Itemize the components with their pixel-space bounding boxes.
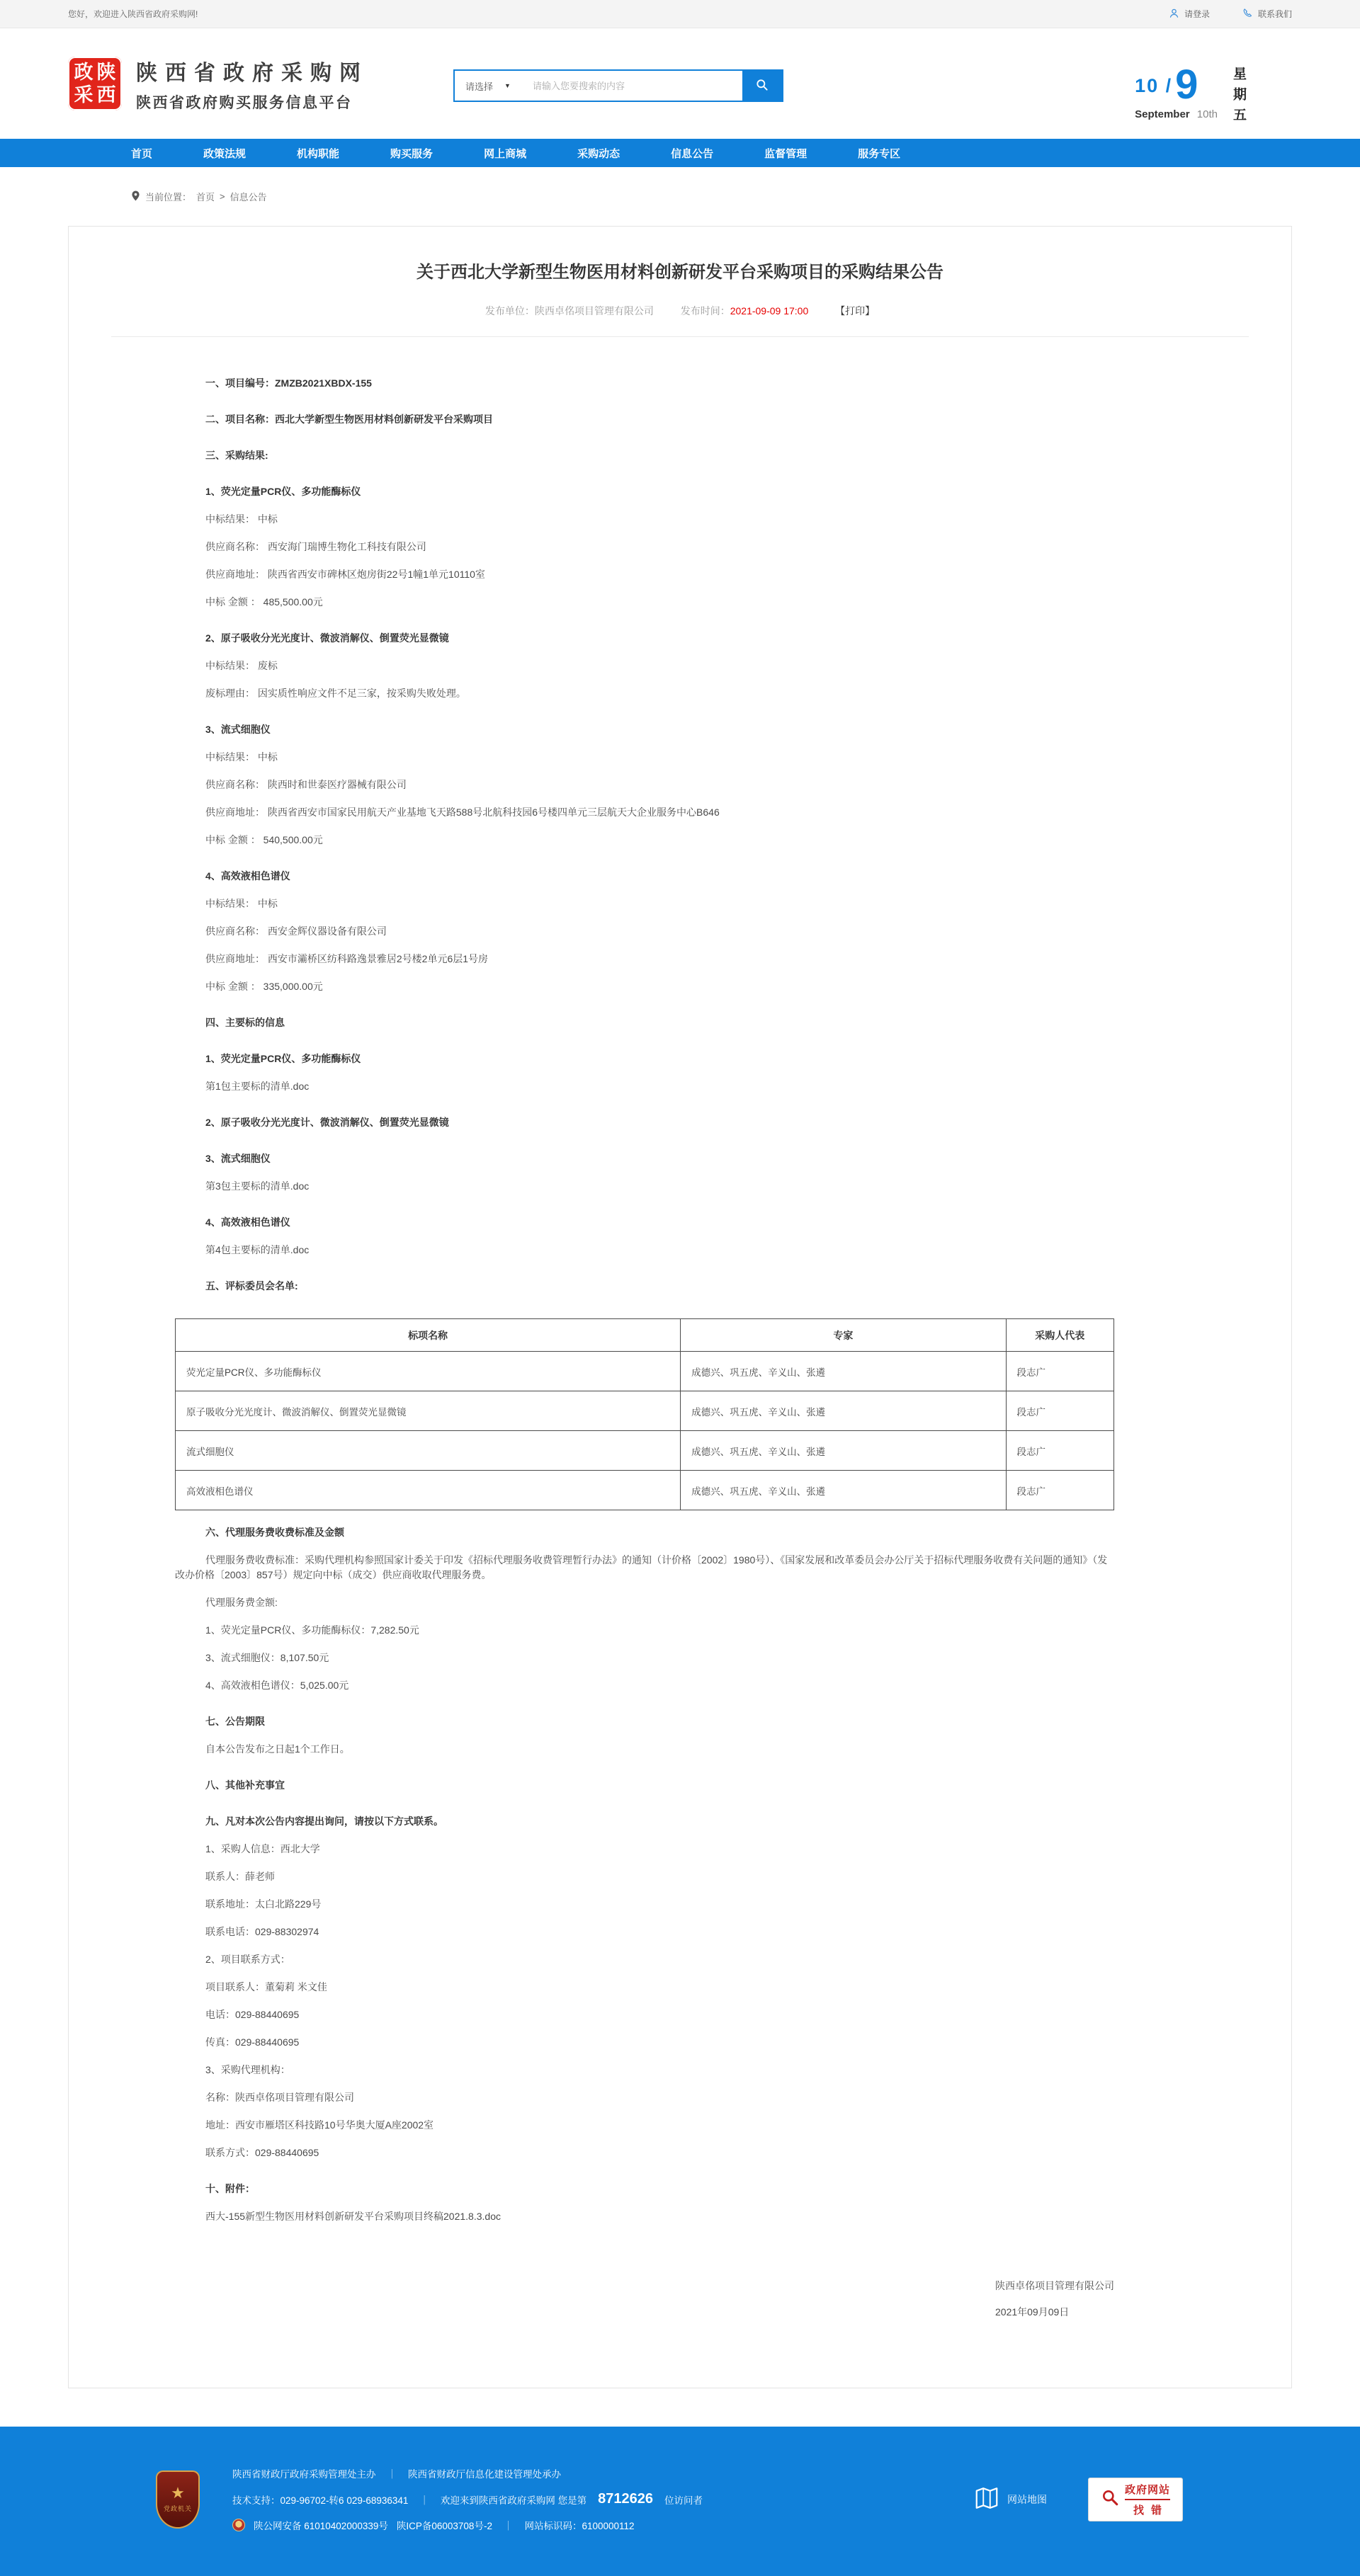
table-cell: 荧光定量PCR仪、多功能酶标仪 (176, 1352, 681, 1391)
search-button[interactable] (742, 71, 782, 101)
article-heading: 3、流式细胞仪 (205, 724, 271, 735)
user-icon (1169, 8, 1179, 21)
footer-right (973, 2478, 1183, 2521)
government-emblem (156, 2470, 200, 2529)
table-cell: 段志广 (1006, 1391, 1114, 1431)
table-cell: 流式细胞仪 (176, 1431, 681, 1471)
footer-host: 陕西省财政厅政府采购管理处主办 (232, 2469, 376, 2480)
footer-tech-support: 技术支持：029-96702-转6 029-68936341 (232, 2495, 409, 2506)
table-row (176, 1471, 1114, 1510)
article-paragraph: 供应商地址： 陕西省西安市碑林区炮房街22号1幢1单元10110室 (205, 569, 485, 580)
print-button[interactable]: 【打印】 (835, 305, 876, 317)
search-category-label: 请选择 (465, 81, 494, 92)
login-button[interactable] (1169, 8, 1210, 21)
public-security-record[interactable]: 陕公网安备 61010402000339号 (254, 2521, 388, 2531)
date-day-ordinal: 10th (1196, 108, 1218, 121)
article-paragraph: 供应商地址： 西安市灞桥区纺科路逸景雅居2号楼2单元6层1号房 (205, 953, 489, 964)
site-subtitle: 陕西省政府购买服务信息平台 (136, 94, 353, 111)
article-heading: 2、原子吸收分光光度计、微波消解仪、倒置荧光显微镜 (205, 1117, 449, 1128)
article-paragraph: 1、荧光定量PCR仪、多功能酶标仪：7,282.50元 (205, 1624, 419, 1636)
table-cell: 成德兴、巩五虎、辛义山、张遴 (681, 1471, 1006, 1510)
visitor-count: 8712626 (598, 2491, 654, 2507)
table-column-header: 专家 (681, 1319, 1006, 1352)
topbar (0, 0, 1360, 28)
sitemap-icon (973, 2485, 1000, 2514)
logo-char: 西 (96, 84, 116, 106)
breadcrumb-home-link[interactable]: 首页 (196, 192, 215, 203)
footer-separator: ｜ (503, 2521, 514, 2531)
article-paragraph: 4、高效液相色谱仪：5,025.00元 (205, 1680, 349, 1691)
footer-separator: ｜ (419, 2495, 429, 2506)
article-paragraph: 自本公告发布之日起1个工作日。 (205, 1743, 350, 1755)
attachment-link[interactable]: 第1包主要标的清单.doc (205, 1081, 310, 1092)
article-heading: 四、主要标的信息 (205, 1017, 285, 1028)
attachment-link[interactable]: 第3包主要标的清单.doc (205, 1180, 310, 1192)
footer-visitor-tail: 位访问者 (664, 2495, 703, 2506)
article-section-bottom (175, 1510, 1114, 2230)
breadcrumb (0, 167, 1360, 222)
site-titles (136, 55, 368, 113)
article-paragraph: 中标结果： 中标 (205, 513, 278, 525)
breadcrumb-separator: > (220, 191, 225, 202)
footer-lines (232, 2466, 941, 2532)
article-paragraph: 供应商地址： 陕西省西安市国家民用航天产业基地飞天路588号北航科技园6号楼四单元三层航天大企业服务中心B646 (205, 807, 720, 818)
table-row (176, 1431, 1114, 1471)
police-badge-icon (232, 2519, 245, 2531)
nav-item-online-mall[interactable]: 网上商城 (484, 147, 527, 160)
publish-time-label: 发布时间： (680, 305, 730, 317)
date-numbers (1135, 62, 1218, 108)
logo-char: 采 (74, 84, 94, 106)
chevron-down-icon: ▼ (504, 82, 511, 89)
site-identifier: 网站标识码：6100000112 (524, 2521, 635, 2531)
article-heading: 九、凡对本次公告内容提出询问，请按以下方式联系。 (205, 1816, 443, 1827)
article-paragraph: 联系方式：029-88440695 (205, 2147, 319, 2158)
article-paragraph: 联系地址：太白北路229号 (205, 1898, 322, 1910)
article-heading: 4、高效液相色谱仪 (205, 1216, 290, 1228)
article-paragraph: 项目联系人：董菊莉 米文佳 (205, 1981, 327, 1993)
article-heading: 3、流式细胞仪 (205, 1153, 271, 1164)
article-heading: 1、荧光定量PCR仪、多功能酶标仪 (205, 1053, 361, 1064)
article-heading: 1、荧光定量PCR仪、多功能酶标仪 (205, 486, 361, 497)
footer-welcome: 欢迎来到陕西省政府采购网 您是第 (440, 2495, 587, 2506)
footer-line-1 (232, 2466, 941, 2480)
nav-item-purchase-service[interactable]: 购买服务 (390, 147, 434, 160)
article-section-top (175, 361, 1114, 1300)
topbar-right (1169, 8, 1292, 21)
article-paragraph: 3、流式细胞仪：8,107.50元 (205, 1652, 329, 1663)
publish-unit-label: 发布单位： (484, 305, 535, 317)
publish-info (69, 304, 1291, 318)
table-header-row (176, 1319, 1114, 1352)
search-icon (755, 78, 769, 94)
attachment-link[interactable]: 西大-155新型生物医用材料创新研发平台采购项目终稿2021.8.3.doc (205, 2211, 501, 2222)
contact-button[interactable] (1242, 8, 1292, 21)
article-heading: 十、附件： (205, 2183, 255, 2194)
site-footer (0, 2427, 1360, 2576)
nav-item-announcements[interactable]: 信息公告 (671, 147, 714, 160)
article-body (69, 337, 1291, 2320)
phone-icon (1242, 8, 1253, 21)
table-cell: 原子吸收分光光度计、微波消解仪、倒置荧光显微镜 (176, 1391, 681, 1431)
search-bar (453, 69, 783, 102)
article-heading: 六、代理服务费收费标准及金额 (205, 1527, 344, 1538)
search-category-select[interactable] (455, 71, 528, 101)
article-paragraph: 中标 金额 ： 485,500.00元 (205, 596, 323, 608)
article-paragraph: 中标 金额 ： 540,500.00元 (205, 834, 323, 845)
contact-label: 联系我们 (1257, 9, 1292, 19)
article-paragraph: 1、采购人信息：西北大学 (205, 1843, 320, 1854)
site-header (0, 28, 1360, 139)
table-row (176, 1352, 1114, 1391)
article-paragraph: 联系人：薛老师 (205, 1871, 275, 1882)
table-row (176, 1391, 1114, 1431)
table-column-header: 标项名称 (176, 1319, 681, 1352)
article-heading: 2、原子吸收分光光度计、微波消解仪、倒置荧光显微镜 (205, 632, 449, 644)
article-paragraph: 废标理由： 因实质性响应文件不足三家，按采购失败处理。 (205, 688, 466, 699)
article-heading: 八、其他补充事宜 (205, 1779, 285, 1791)
publish-time: 2021-09-09 17:00 (730, 305, 809, 317)
page-title: 关于西北大学新型生物医用材料创新研发平台采购项目的采购结果公告 (416, 263, 944, 282)
table-cell: 成德兴、巩五虎、辛义山、张遴 (681, 1431, 1006, 1471)
article-paragraph: 3、采购代理机构： (205, 2064, 290, 2075)
article-paragraph: 2、项目联系方式： (205, 1954, 290, 1965)
article-paragraph: 名称：陕西卓佲项目管理有限公司 (205, 2092, 354, 2103)
article-paragraph: 传真：029-88440695 (205, 2036, 300, 2048)
article-paragraph: 地址：西安市雁塔区科技路10号华奥大厦A座2002室 (205, 2119, 434, 2131)
article-paragraph: 供应商名称： 陕西时和世泰医疗器械有限公司 (205, 779, 407, 790)
logo-char: 政 (74, 61, 94, 84)
article-heading: 4、高效液相色谱仪 (205, 870, 290, 882)
committee-table (175, 1318, 1114, 1510)
footer-cohost: 陕西省财政厅信息化建设管理处承办 (408, 2469, 561, 2480)
date-column (1135, 62, 1218, 128)
nav-item-policy[interactable]: 政策法规 (203, 147, 246, 160)
article-paragraph: 代理服务费收费标准：采购代理机构参照国家计委关于印发《招标代理服务收费管理暂行办法》的通知（计价格〔2002〕1980号）、《国家发展和改革委员会办公厅关于招标代理服务收费有关问题的通知》（发改办价格〔2003〕857号）规定向中标（成交）供应商收取代理服务费。 (175, 1554, 1108, 1580)
find-error-rule (1125, 2499, 1170, 2500)
nav-item-service-zone[interactable]: 服务专区 (858, 147, 901, 160)
article-heading: 一、项目编号：ZMZB2021XBDX-155 (205, 377, 372, 389)
site-name: 陕西省政府采购网 (136, 61, 368, 85)
site-logo[interactable] (68, 57, 122, 110)
date-month-num: 10 / (1135, 75, 1173, 96)
table-cell: 高效液相色谱仪 (176, 1471, 681, 1510)
find-error-title: 政府网站 (1124, 2483, 1170, 2496)
article-heading: 二、项目名称：西北大学新型生物医用材料创新研发平台采购项目 (205, 414, 493, 425)
signature-company: 陕西卓佲项目管理有限公司 (995, 2280, 1114, 2291)
article-paragraph: 中标结果： 中标 (205, 751, 278, 763)
search-input[interactable] (528, 71, 742, 101)
main-nav (0, 139, 1360, 167)
article-paragraph: 供应商名称： 西安海门瑞博生物化工科技有限公司 (205, 541, 426, 552)
article-heading: 三、采购结果: (205, 450, 268, 461)
announcement-card (68, 226, 1292, 2388)
article-paragraph: 中标 金额 ： 335,000.00元 (205, 981, 323, 992)
article-paragraph: 中标结果： 废标 (205, 660, 278, 671)
nav-item-procurement-news[interactable]: 采购动态 (577, 147, 620, 160)
article-paragraph: 中标结果： 中标 (205, 898, 278, 909)
table-cell: 段志广 (1006, 1352, 1114, 1391)
table-cell: 成德兴、巩五虎、辛义山、张遴 (681, 1391, 1006, 1431)
nav-item-supervision[interactable]: 监督管理 (764, 147, 808, 160)
icp-record[interactable]: 陕ICP备06003708号-2 (396, 2521, 492, 2531)
sitemap-button[interactable] (973, 2485, 1047, 2514)
footer-separator: ｜ (387, 2469, 397, 2480)
footer-line-3 (232, 2518, 941, 2532)
breadcrumb-label: 当前位置： (145, 192, 192, 203)
welcome-text: 您好，欢迎进入陕西省政府采购网! (68, 9, 198, 19)
table-cell: 段志广 (1006, 1431, 1114, 1471)
table-column-header: 采购人代表 (1006, 1319, 1114, 1352)
logo-char: 陕 (96, 61, 116, 84)
footer-line-2 (232, 2491, 941, 2507)
table-cell: 段志广 (1006, 1471, 1114, 1510)
location-icon (131, 190, 140, 203)
emblem-star-icon: ★ (171, 2484, 185, 2502)
article-paragraph: 代理服务费金额: (205, 1597, 278, 1608)
date-month-name: September (1135, 108, 1190, 121)
find-error-icon (1101, 2488, 1119, 2510)
nav-item-functions[interactable]: 机构职能 (297, 147, 340, 160)
signature-block (175, 2279, 1114, 2320)
article-heading: 五、评标委员会名单: (205, 1280, 298, 1292)
date-text (1135, 108, 1218, 120)
article-heading: 七、公告期限 (205, 1716, 265, 1727)
table-cell: 成德兴、巩五虎、辛义山、张遴 (681, 1352, 1006, 1391)
login-label: 请登录 (1184, 9, 1210, 19)
breadcrumb-current: 信息公告 (230, 192, 267, 203)
article-paragraph: 电话：029-88440695 (205, 2009, 300, 2020)
date-widget (1135, 62, 1286, 128)
nav-item-home[interactable]: 首页 (131, 147, 153, 160)
article-paragraph: 联系电话：029-88302974 (205, 1926, 319, 1937)
sitemap-label: 网站地图 (1007, 2493, 1047, 2505)
date-weekday: 星期五 (1231, 67, 1246, 128)
find-error-label: 找错 (1133, 2504, 1169, 2517)
publish-unit: 陕西卓佲项目管理有限公司 (534, 305, 654, 317)
article-paragraph: 供应商名称： 西安金辉仪器设备有限公司 (205, 925, 387, 937)
find-error-button[interactable] (1088, 2478, 1183, 2521)
emblem-label: 党政机关 (163, 2505, 192, 2512)
attachment-link[interactable]: 第4包主要标的清单.doc (205, 1244, 310, 1255)
signature-date: 2021年09月09日 (995, 2306, 1070, 2318)
date-day-num: 9 (1175, 62, 1198, 108)
